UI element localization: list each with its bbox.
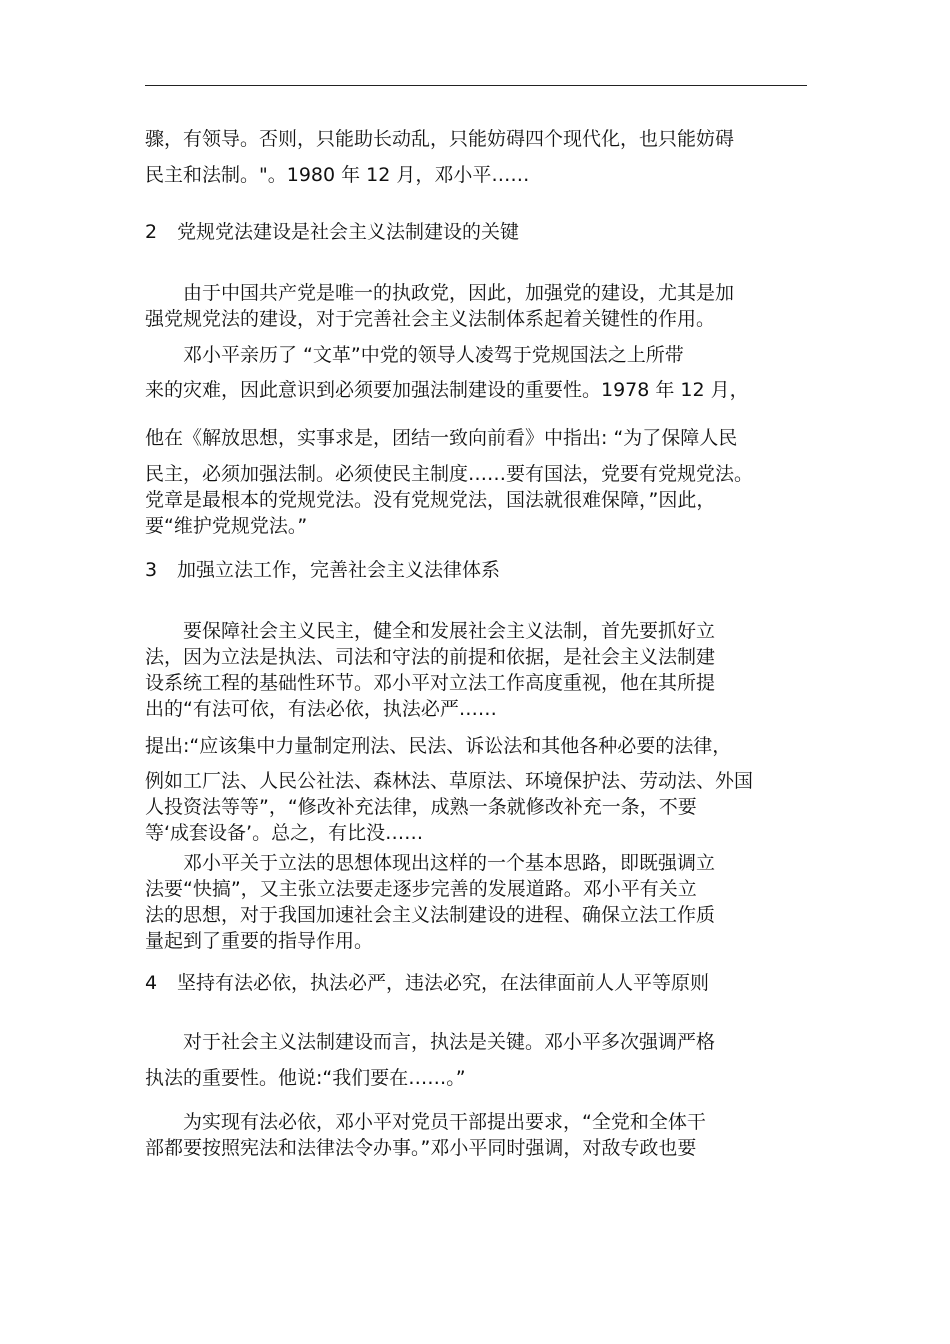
section-title: 加强立法工作，完善社会主义法律体系 [177,559,501,581]
section-number: 2 [145,221,158,243]
text-line: 党章是最根本的党规党法。没有党规党法，国法就很难保障，”因此， [145,489,716,511]
header-rule [145,85,807,86]
text-line: 出的“有法可依，有法必依，执法必严…… [145,698,497,720]
text-line: 骤，有领导。否则，只能助长动乱，只能妨碍四个现代化，也只能妨碍 [145,128,735,150]
text-line: 部都要按照宪法和法律法令办事。”邓小平同时强调，对敌专政也要 [145,1137,697,1159]
text-line: 他在《解放思想，实事求是，团结一致向前看》中指出: “为了保障人民 [145,427,738,449]
text-line: 对于社会主义法制建设而言，执法是关键。邓小平多次强调严格 [183,1031,716,1053]
text-line: 为实现有法必依，邓小平对党员干部提出要求，“全党和全体干 [183,1111,706,1133]
section-title: 坚持有法必依，执法必严，违法必究，在法律面前人人平等原则 [177,972,710,994]
text-line: 民主，必须加强法制。必须使民主制度……要有国法，党要有党规党法。 [145,463,754,485]
text-line: 要保障社会主义民主，健全和发展社会主义法制，首先要抓好立 [183,620,716,642]
text-line: 等‘成套设备’。总之，有比没…… [145,822,424,844]
section-heading-4 [145,970,709,996]
text-line: 执法的重要性。他说:“我们要在……。” [145,1067,466,1089]
text-line: 人投资法等等”，“修改补充法律，成熟一条就修改补充一条，不要 [145,796,697,818]
text-line: 法的思想，对于我国加速社会主义法制建设的进程、确保立法工作质 [145,904,716,926]
text-line: 要“维护党规党法。” [145,515,308,537]
text-line: 例如工厂法、人民公社法、森林法、草原法、环境保护法、劳动法、外国 [145,770,754,792]
section-heading-3 [145,557,500,583]
text-line: 量起到了重要的指导作用。 [145,930,374,952]
text-line: 邓小平亲历了 “文革”中党的领导人凌驾于党规国法之上所带 [183,344,684,366]
text-line: 强党规党法的建设，对于完善社会主义法制体系起着关键性的作用。 [145,308,716,330]
text-line: 法要“快搞”，又主张立法要走逐步完善的发展道路。邓小平有关立 [145,878,697,900]
text-line: 邓小平关于立法的思想体现出这样的一个基本思路，即既强调立 [183,852,716,874]
text-line: 法，因为立法是执法、司法和守法的前提和依据，是社会主义法制建 [145,646,716,668]
text-line: 由于中国共产党是唯一的执政党，因此，加强党的建设，尤其是加 [183,282,735,304]
text-line: 来的灾难，因此意识到必须要加强法制建设的重要性。1978 年 12 月， [145,379,749,401]
section-number: 3 [145,559,158,581]
section-title: 党规党法建设是社会主义法制建设的关键 [177,221,520,243]
text-line: 民主和法制。"。1980 年 12 月，邓小平…… [145,164,530,186]
section-heading-2 [145,219,519,245]
section-number: 4 [145,972,158,994]
text-line: 设系统工程的基础性环节。邓小平对立法工作高度重视，他在其所提 [145,672,716,694]
text-line: 提出:“应该集中力量制定刑法、民法、诉讼法和其他各种必要的法律， [145,735,732,757]
